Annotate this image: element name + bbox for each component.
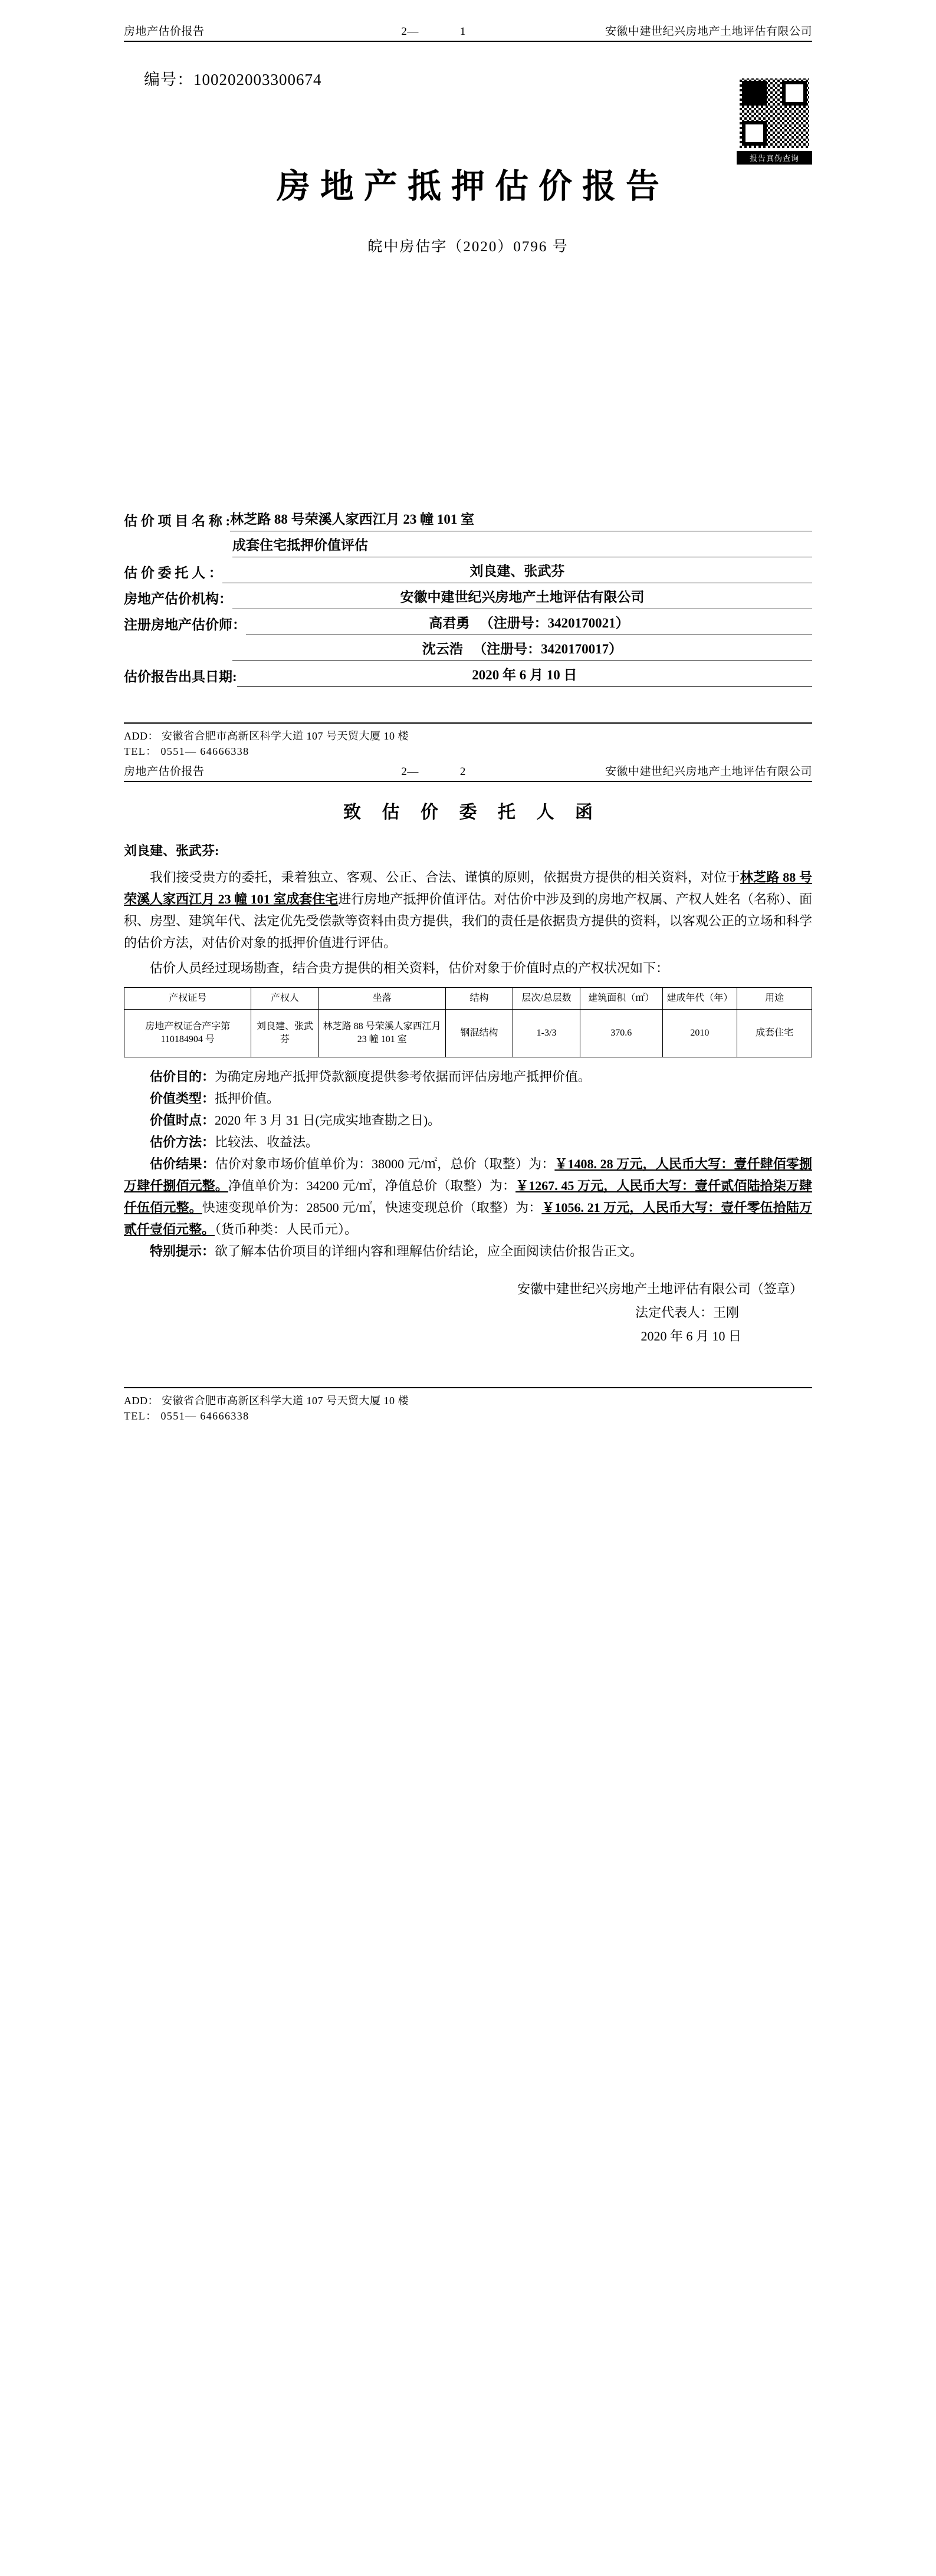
td-area: 370.6 — [580, 1010, 662, 1057]
result-market-value: ￥1408. 28 万元，人民币大写：壹仟肆佰零捌万肆仟捌佰元整。 — [124, 1156, 812, 1193]
page-1 — [0, 0, 936, 759]
qr-code-block — [737, 77, 812, 165]
running-header-right: 安徽中建世纪兴房地产土地评估有限公司 — [605, 25, 812, 38]
footer-telephone: TEL： 0551— 64666338 — [124, 1410, 249, 1422]
report-fields — [124, 510, 812, 687]
running-header-mid-left: 2— — [401, 765, 419, 778]
item-text: 抵押价值。 — [215, 1091, 280, 1106]
td-year-built: 2010 — [662, 1010, 737, 1057]
page-title: 房地产抵押估价报告 — [277, 168, 669, 205]
table-row — [124, 1010, 812, 1057]
signature-block — [124, 1277, 812, 1348]
running-header-page-number — [317, 765, 551, 778]
th-structure: 结构 — [445, 988, 513, 1010]
th-year-built: 建成年代（年） — [662, 988, 737, 1010]
running-header-page1 — [124, 22, 812, 42]
notice-label: 特别提示： — [150, 1244, 215, 1259]
item-value-type — [124, 1087, 812, 1109]
field-client — [124, 561, 812, 583]
field-appraiser-2 — [124, 639, 812, 661]
footer-address: ADD： 安徽省合肥市高新区科学大道 107 号天贸大厦 10 楼 — [124, 1395, 409, 1407]
signature-date: 2020 年 6 月 10 日 — [641, 1329, 741, 1343]
field-value: 安徽中建世纪兴房地产土地评估有限公司 — [232, 587, 812, 609]
letter-title: 致 估 价 委 托 人 函 — [343, 803, 601, 822]
signature-company: 安徽中建世纪兴房地产土地评估有限公司（签章） — [517, 1282, 803, 1296]
field-label: 注册房地产估价师： — [124, 617, 246, 632]
running-header-page2 — [124, 763, 812, 782]
result-line1-post: 净值单价为：34200 元/㎡，净值总价（取整）为： — [228, 1178, 516, 1193]
field-value: 刘良建、张武芬 — [222, 561, 812, 583]
result-line2-pre: 快速变现单价为：28500 元/㎡，快速变现总价（取整）为： — [202, 1200, 542, 1215]
footer-telephone: TEL： 0551— 64666338 — [124, 745, 249, 757]
qr-code-icon — [738, 77, 811, 150]
field-label: 估 价 项 目 名 称 : — [124, 514, 231, 528]
th-owner: 产权人 — [251, 988, 318, 1010]
result-quick-sale-value: ￥1056. 21 万元，人民币大写：壹仟零伍拾陆万贰仟壹佰元整。 — [124, 1200, 812, 1237]
table-header-row — [124, 988, 812, 1010]
th-floor: 层次/总层数 — [513, 988, 580, 1010]
item-appraisal-method — [124, 1131, 812, 1153]
page-footer-2 — [124, 1387, 812, 1424]
page-2 — [0, 763, 936, 1424]
field-value-cont: 成套住宅抵押价值评估 — [232, 535, 812, 557]
result-label: 估价结果： — [150, 1156, 215, 1171]
result-net-value: ￥1267. 45 万元，人民币大写：壹仟贰佰陆拾柒万肆仟伍佰元整。 — [124, 1178, 812, 1215]
td-usage: 成套住宅 — [737, 1010, 812, 1057]
running-header-left: 房地产估价报告 — [124, 765, 205, 778]
item-label: 价值时点： — [150, 1113, 215, 1128]
letter-paragraph-1 — [124, 866, 812, 954]
field-label: 估 价 委 托 人 ： — [124, 566, 222, 580]
property-table — [124, 987, 812, 1057]
running-header-left: 房地产估价报告 — [124, 25, 205, 38]
item-special-notice — [124, 1240, 812, 1262]
td-owner: 刘良建、张武芬 — [251, 1010, 318, 1057]
field-appraiser-1 — [124, 613, 812, 635]
running-header-mid-right: 2 — [459, 765, 466, 778]
field-label: 房地产估价机构： — [124, 592, 232, 606]
td-structure: 钢混结构 — [445, 1010, 513, 1057]
field-value: 林芝路 88 号荣溪人家西江月 23 幢 101 室 — [230, 510, 812, 531]
th-certificate-no: 产权证号 — [124, 988, 251, 1010]
th-location: 坐落 — [318, 988, 445, 1010]
notice-text: 欲了解本估价项目的详细内容和理解估价结论，应全面阅读估价报告正文。 — [215, 1244, 643, 1259]
running-header-mid-right: 1 — [459, 25, 466, 38]
item-text: 比较法、收益法。 — [215, 1135, 319, 1149]
item-label: 价值类型： — [150, 1091, 215, 1106]
running-header-right: 安徽中建世纪兴房地产土地评估有限公司 — [605, 765, 812, 778]
running-header-mid-left: 2— — [401, 25, 419, 38]
field-value: 2020 年 6 月 10 日 — [237, 665, 812, 687]
field-issue-date — [124, 665, 812, 687]
letter-paragraph-2: 估价人员经过现场勘查，结合贵方提供的相关资料，估价对象于价值时点的产权状况如下： — [150, 961, 669, 975]
running-header-page-number — [317, 25, 551, 38]
page-footer-1 — [124, 722, 812, 759]
para1-property-underline: 林芝路 88 号荣溪人家西江月 23 幢 101 室成套住宅 — [124, 870, 812, 906]
footer-address: ADD： 安徽省合肥市高新区科学大道 107 号天贸大厦 10 楼 — [124, 730, 409, 742]
signature-legal-representative: 法定代表人：王刚 — [635, 1305, 739, 1320]
item-text: 为确定房地产抵押贷款额度提供参考依据而评估房地产抵押价值。 — [215, 1069, 592, 1084]
field-value-cont: 沈云浩 （注册号：3420170017） — [232, 639, 812, 661]
para1-pre: 我们接受贵方的委托，秉着独立、客观、公正、合法、谨慎的原则，依据贵方提供的相关资料，对位于 — [150, 870, 740, 885]
field-project-name — [124, 510, 812, 531]
letter-addressee: 刘良建、张武芬: — [124, 843, 219, 858]
field-label: 估价报告出具日期: — [124, 669, 237, 684]
td-floor: 1-3/3 — [513, 1010, 580, 1057]
result-line1-pre: 估价对象市场价值单价为：38000 元/㎡，总价（取整）为： — [215, 1156, 555, 1171]
item-appraisal-purpose — [124, 1066, 812, 1087]
item-value-date — [124, 1109, 812, 1131]
qr-caption: 报告真伪查询 — [737, 151, 812, 165]
field-appraisal-institution — [124, 587, 812, 609]
qr-finder-icon — [782, 81, 807, 106]
th-area: 建筑面积（㎡） — [580, 988, 662, 1010]
td-location: 林芝路 88 号荣溪人家西江月 23 幢 101 室 — [318, 1010, 445, 1057]
item-text: 2020 年 3 月 31 日(完成实地查勘之日)。 — [215, 1113, 441, 1128]
th-usage: 用途 — [737, 988, 812, 1010]
item-label: 估价方法： — [150, 1135, 215, 1149]
item-label: 估价目的： — [150, 1069, 215, 1084]
field-value: 高君勇 （注册号：3420170021） — [246, 613, 812, 635]
result-line2-post: （货币种类：人民币元）。 — [215, 1222, 358, 1237]
field-project-name-line2 — [124, 535, 812, 557]
para1-post: 进行房地产抵押价值评估。对估价中涉及到的房地产权属、产权人姓名（名称）、面积、房型、建筑年代、法定优先受偿款等资料由贵方提供，我们的责任是依据贵方提供的资料，以客观公正的立场和科学的估价方法，对估价对象的抵押价值进行评估。 — [124, 892, 812, 950]
document-number: 编号：100202003300674 — [144, 71, 322, 88]
item-appraisal-result — [124, 1153, 812, 1240]
page-subtitle: 皖中房估字（2020）0796 号 — [367, 239, 569, 255]
td-certificate-no: 房地产权证合产字第110184904 号 — [124, 1010, 251, 1057]
